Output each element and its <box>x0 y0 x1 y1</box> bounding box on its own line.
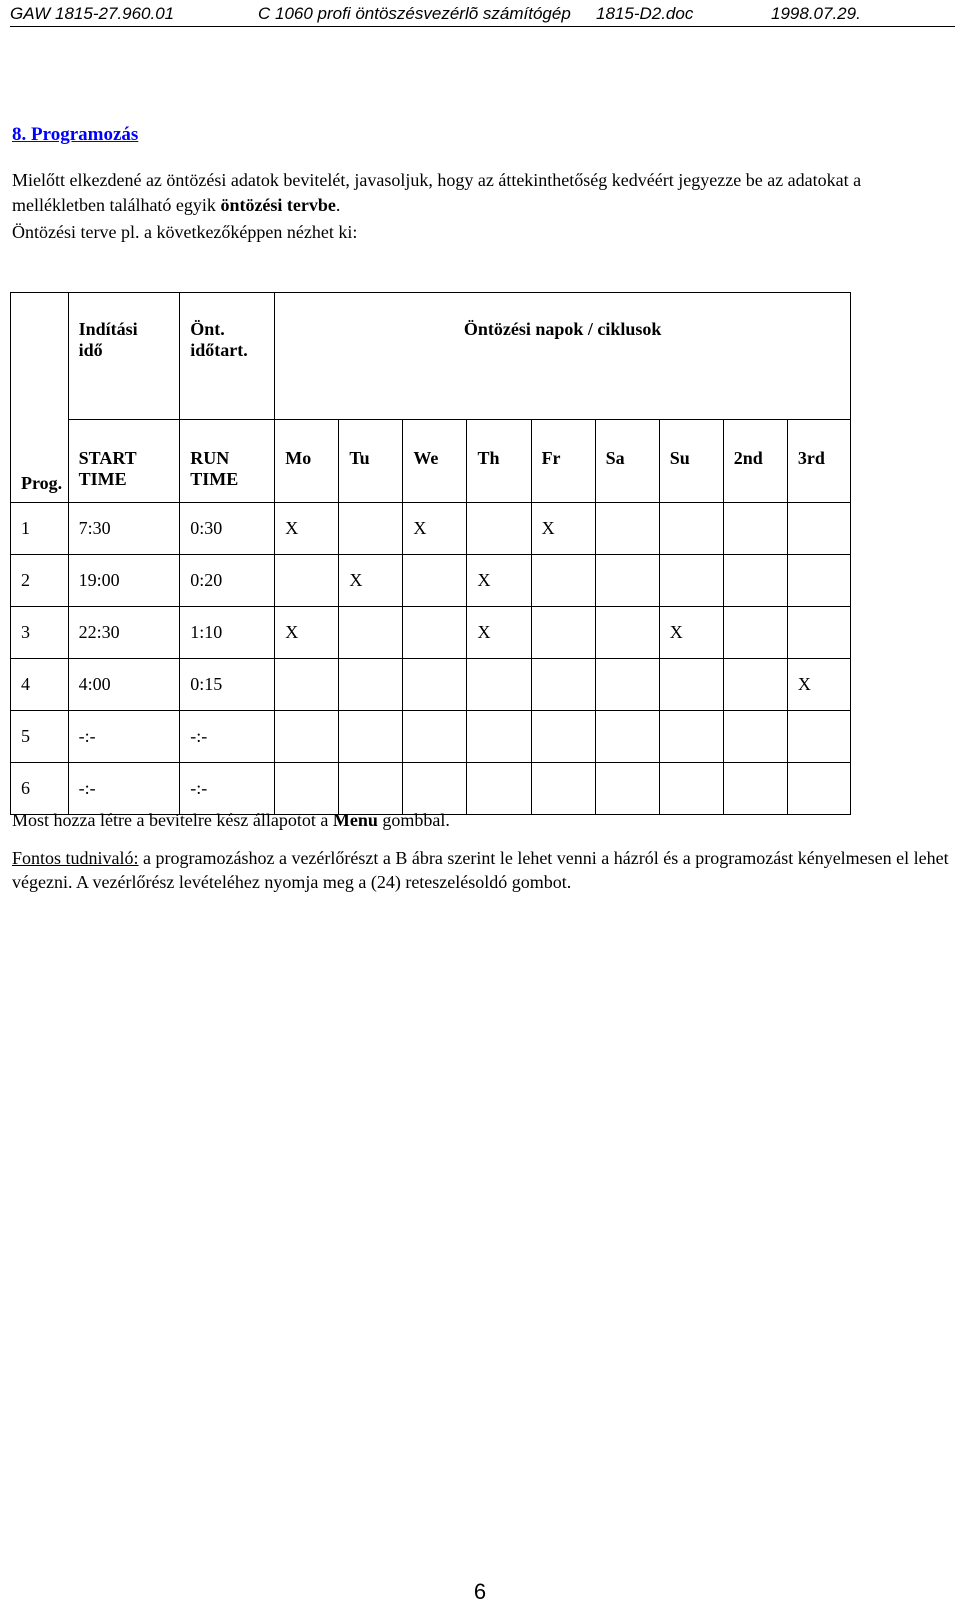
table-row <box>11 763 851 815</box>
day-mark-cell <box>339 659 403 711</box>
day-mark-cell: X <box>403 503 467 555</box>
day-mark-cell: X <box>467 607 531 659</box>
start-time-header-en: START TIME <box>68 420 180 503</box>
run-time-cell: 0:30 <box>180 503 275 555</box>
day-mark-cell <box>659 659 723 711</box>
day-mark-cell <box>531 607 595 659</box>
day-mark-cell <box>595 659 659 711</box>
day-mark-cell: X <box>659 607 723 659</box>
day-mark-cell <box>275 763 339 815</box>
menu-instruction: Most hozza létre a bevitelre kész állapotot a Menu gombbal. <box>12 810 450 830</box>
page-number: 6 <box>473 1579 487 1604</box>
day-mark-cell <box>787 555 850 607</box>
day-mark-cell: X <box>787 659 850 711</box>
day-header: Tu <box>339 420 403 503</box>
day-mark-cell <box>787 607 850 659</box>
start-time-header-hu: Indítási idő <box>68 293 180 420</box>
day-mark-cell <box>467 711 531 763</box>
menu-button-label: Menu <box>332 810 378 830</box>
day-header: Mo <box>275 420 339 503</box>
day-mark-cell <box>723 711 787 763</box>
table-header-row-hu <box>11 293 851 420</box>
day-mark-cell <box>403 555 467 607</box>
day-mark-cell <box>723 659 787 711</box>
day-mark-cell <box>467 763 531 815</box>
program-number: 3 <box>11 607 69 659</box>
start-time-cell: 22:30 <box>68 607 180 659</box>
page-header <box>0 0 960 28</box>
day-mark-cell <box>659 555 723 607</box>
day-mark-cell <box>339 763 403 815</box>
start-time-cell: 19:00 <box>68 555 180 607</box>
prog-header: Prog. <box>11 293 69 503</box>
days-header: Öntözési napok / ciklusok <box>275 293 851 420</box>
irrigation-plan-table <box>10 292 851 815</box>
day-mark-cell <box>531 763 595 815</box>
run-time-cell: 0:20 <box>180 555 275 607</box>
day-mark-cell <box>403 659 467 711</box>
day-mark-cell <box>787 503 850 555</box>
day-mark-cell: X <box>531 503 595 555</box>
run-time-header-hu: Önt. időtart. <box>180 293 275 420</box>
day-mark-cell <box>275 555 339 607</box>
header-title: C 1060 profi öntöszésvezérlõ számítógép <box>258 4 571 23</box>
day-mark-cell: X <box>275 503 339 555</box>
day-mark-cell <box>531 711 595 763</box>
day-header: Sa <box>595 420 659 503</box>
day-mark-cell <box>339 711 403 763</box>
day-mark-cell <box>787 711 850 763</box>
run-time-header-en: RUN TIME <box>180 420 275 503</box>
plan-rows <box>11 503 851 815</box>
program-number: 2 <box>11 555 69 607</box>
run-time-cell: 1:10 <box>180 607 275 659</box>
day-mark-cell <box>339 503 403 555</box>
start-time-cell: 4:00 <box>68 659 180 711</box>
program-number: 4 <box>11 659 69 711</box>
section-title: 8. Programozás <box>12 124 139 145</box>
day-mark-cell <box>659 711 723 763</box>
day-header: 2nd <box>723 420 787 503</box>
day-header: Su <box>659 420 723 503</box>
day-mark-cell <box>403 763 467 815</box>
table-row <box>11 607 851 659</box>
header-date: 1998.07.29. <box>771 4 861 23</box>
start-time-cell: -:- <box>68 763 180 815</box>
table-row <box>11 711 851 763</box>
intro-paragraph: Mielőtt elkezdené az öntözési adatok bevitelét, javasoljuk, hogy az áttekinthetőség kedvéért jegyezze be az adatokat a mellékletben található egyik öntözési tervbe. <box>12 170 862 215</box>
day-mark-cell <box>467 503 531 555</box>
run-time-cell: -:- <box>180 711 275 763</box>
table-row <box>11 659 851 711</box>
day-mark-cell <box>339 607 403 659</box>
day-mark-cell <box>403 607 467 659</box>
program-number: 5 <box>11 711 69 763</box>
day-mark-cell <box>595 503 659 555</box>
day-mark-cell <box>275 659 339 711</box>
day-mark-cell <box>595 555 659 607</box>
day-mark-cell <box>531 555 595 607</box>
day-mark-cell <box>467 659 531 711</box>
day-header: 3rd <box>787 420 850 503</box>
header-rule <box>10 26 955 27</box>
day-mark-cell <box>659 763 723 815</box>
program-number: 1 <box>11 503 69 555</box>
important-note: Fontos tudnivaló: a programozáshoz a vezérlőrészt a B ábra szerint le lehet venni a házról és a programozást kényelmesen el lehet végezni. A vezérlőrész levételéhez nyomja meg a (24) reteszelésoldó gombot. <box>12 848 949 892</box>
day-mark-cell <box>723 607 787 659</box>
table-row <box>11 555 851 607</box>
day-mark-cell <box>787 763 850 815</box>
start-time-cell: -:- <box>68 711 180 763</box>
table-row <box>11 503 851 555</box>
day-mark-cell <box>531 659 595 711</box>
day-mark-cell <box>595 763 659 815</box>
intro-example-line: Öntözési terve pl. a következőképpen nézhet ki: <box>12 222 358 242</box>
day-mark-cell <box>723 555 787 607</box>
header-doc-id: GAW 1815-27.960.01 <box>10 4 175 23</box>
day-header: Fr <box>531 420 595 503</box>
start-time-cell: 7:30 <box>68 503 180 555</box>
day-mark-cell <box>595 711 659 763</box>
note-label: Fontos tudnivaló: <box>12 848 139 868</box>
header-file: 1815-D2.doc <box>596 4 694 23</box>
day-mark-cell <box>723 503 787 555</box>
table-header-row-en <box>11 420 851 503</box>
day-mark-cell <box>659 503 723 555</box>
program-number: 6 <box>11 763 69 815</box>
day-mark-cell: X <box>339 555 403 607</box>
day-mark-cell <box>595 607 659 659</box>
run-time-cell: 0:15 <box>180 659 275 711</box>
day-header: We <box>403 420 467 503</box>
day-mark-cell <box>403 711 467 763</box>
day-mark-cell: X <box>275 607 339 659</box>
day-mark-cell <box>275 711 339 763</box>
day-mark-cell <box>723 763 787 815</box>
day-header: Th <box>467 420 531 503</box>
day-mark-cell: X <box>467 555 531 607</box>
run-time-cell: -:- <box>180 763 275 815</box>
